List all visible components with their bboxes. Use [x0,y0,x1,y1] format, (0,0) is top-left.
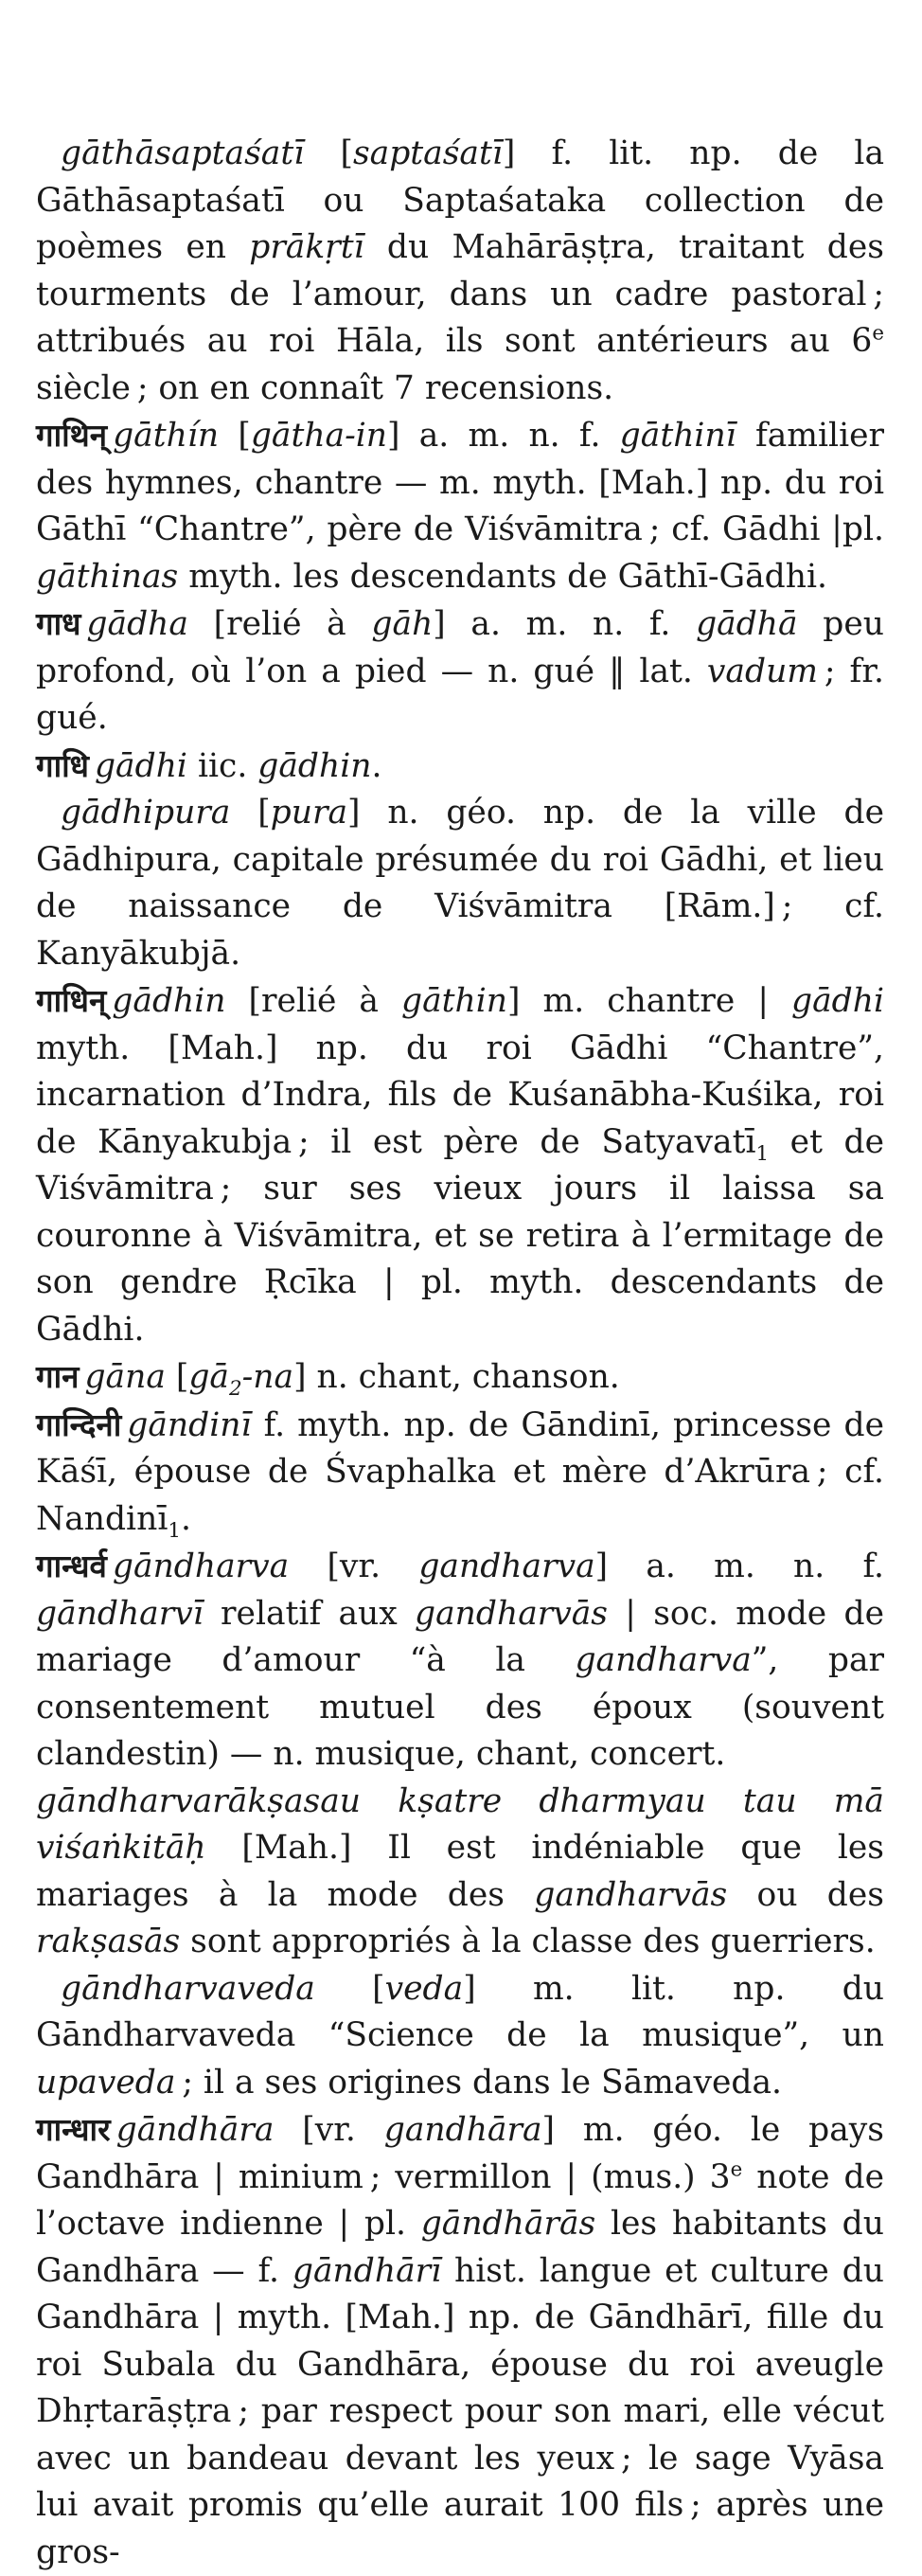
headword-transliteration: gāthāsaptaśatī [61,134,305,172]
entry-definition: $[gā_2-na]$ n. chant, chanson. [175,1358,620,1401]
entry-definition: [relié à gāh] a. m. n. f. gādhā peu profond, où l’on a pied — n. gué ‖ lat. vadum ; fr. gué. [36,605,884,737]
devanagari-headword: गाथिन् [36,417,108,454]
dictionary-entry [36,977,884,1353]
devanagari-headword: गाधिन् [36,982,107,1019]
headword-transliteration: gāndharvaveda [61,1969,315,2008]
headword-transliteration: gādhi [94,746,187,785]
dictionary-entry [36,742,884,791]
dictionary-entry [36,600,884,742]
headword-transliteration: gāna [84,1358,166,1396]
devanagari-headword: गाधि [36,746,89,784]
headword-transliteration: gādhin [112,982,226,1020]
headword-transliteration: gāndhāra [115,2111,275,2149]
dictionary-entry [36,1353,884,1402]
headword-transliteration: gāndinī [127,1405,252,1444]
dictionary-entry [36,790,884,977]
headword-transliteration: gādha [86,605,188,643]
headword-transliteration: gādhipura [61,794,231,832]
devanagari-headword: गान्दिनी [36,1405,122,1443]
entry-definition: [saptaśatī] f. lit. np. de la Gāthāsaptaśatī ou Saptaśataka collection de poèmes en prākṛtī du Mahārāṣṭra, traitant des tourments de l’amour, dans un cadre pastoral ; attribués au roi Hāla, ils sont antérieurs au 6e siècle ; on en connaît 7 recensions. [36,134,885,407]
entry-definition: [gātha-in] a. m. n. f. gāthinī familier des hymnes, chantre — m. myth. [Mah.] np. du roi Gāthī “Chantre”, père de Viśvāmitra ; cf. Gādhi |pl. gāthinas myth. les descendants de Gāthī-Gādhi. [36,417,885,596]
entry-definition: iic. gādhin. [197,746,382,785]
headword-transliteration: gāndharva [112,1547,290,1585]
dictionary-entry [36,1779,884,1966]
dictionary-entry [36,2106,884,2576]
dictionary-entry [36,1543,884,1779]
entry-definition: f. myth. np. de Gāndinī, princesse de Kāśī, épouse de Śvaphalka et mère d’Akrūra ; cf. Nandinī$_1$. [36,1405,885,1543]
dictionary-entry [36,1402,884,1544]
entry-definition: [veda] m. lit. np. du Gāndharvaveda “Science de la musique”, un upaveda ; il a ses origines dans le Sāmaveda. [36,1969,885,2102]
entry-definition: [Mah.] Il est indéniable que les mariages à la mode des gandharvās ou des rakṣasās sont appropriés à la classe des guerriers. [36,1829,885,1960]
dictionary-entry [36,1966,884,2107]
entry-list [36,131,884,2576]
dictionary-entry [36,412,884,600]
entry-definition: [vr. gandharva] a. m. n. f. gāndharvī relatif aux gandharvās | soc. mode de mariage d’amour “à la gandharva”, par consentement mutuel des époux (souvent clandestin) — n. musique, chant, concert. [36,1547,885,1773]
dictionary-entry [36,131,884,412]
headword-transliteration: gāthín [113,417,220,455]
devanagari-headword: गान्धर्व [36,1547,107,1584]
entry-definition: [vr. gandhāra] m. géo. le pays Gandhāra | minium ; vermillon | (mus.) 3e note de l’octave indienne | pl. gāndhārās les habitants du Gandhāra — f. gāndhārī hist. langue et culture du Gandhāra | myth. [Mah.] np. de Gāndhārī, fille du roi Subala du Gandhāra, épouse du roi aveugle Dhṛtarāṣṭra ; par respect pour son mari, elle vécut avec un bandeau devant les yeux ; le sage Vyāsa lui avait promis qu’elle aurait 100 fils ; après une gros- [36,2111,884,2571]
devanagari-headword: गान्धार [36,2111,111,2148]
devanagari-headword: गाध [36,605,81,642]
devanagari-headword: गान [36,1358,80,1395]
headword-transliteration: gāndharvarākṣasau kṣatre dharmyau tau mā viśaṅkitāḥ [36,1781,884,1867]
entry-definition: [pura] n. géo. np. de la ville de Gādhipura, capitale présumée du roi Gādhi, et lieu de naissance de Viśvāmitra [Rām.] ; cf. Kanyākubjā. [36,794,884,973]
entry-definition: [relié à gāthin] m. chantre | gādhi myth. [Mah.] np. du roi Gādhi “Chantre”, incarnation d’Indra, fils de Kuśanābha-Kuśika, roi de Kānyakubja ; il est père de Satyavatī$_1$ et de Viśvāmitra ; sur ses vieux jours il laissa sa couronne à Viśvāmitra, et se retira à l’ermitage de son gendre Ṛcīka | pl. myth. descendants de Gādhi. [36,982,885,1349]
